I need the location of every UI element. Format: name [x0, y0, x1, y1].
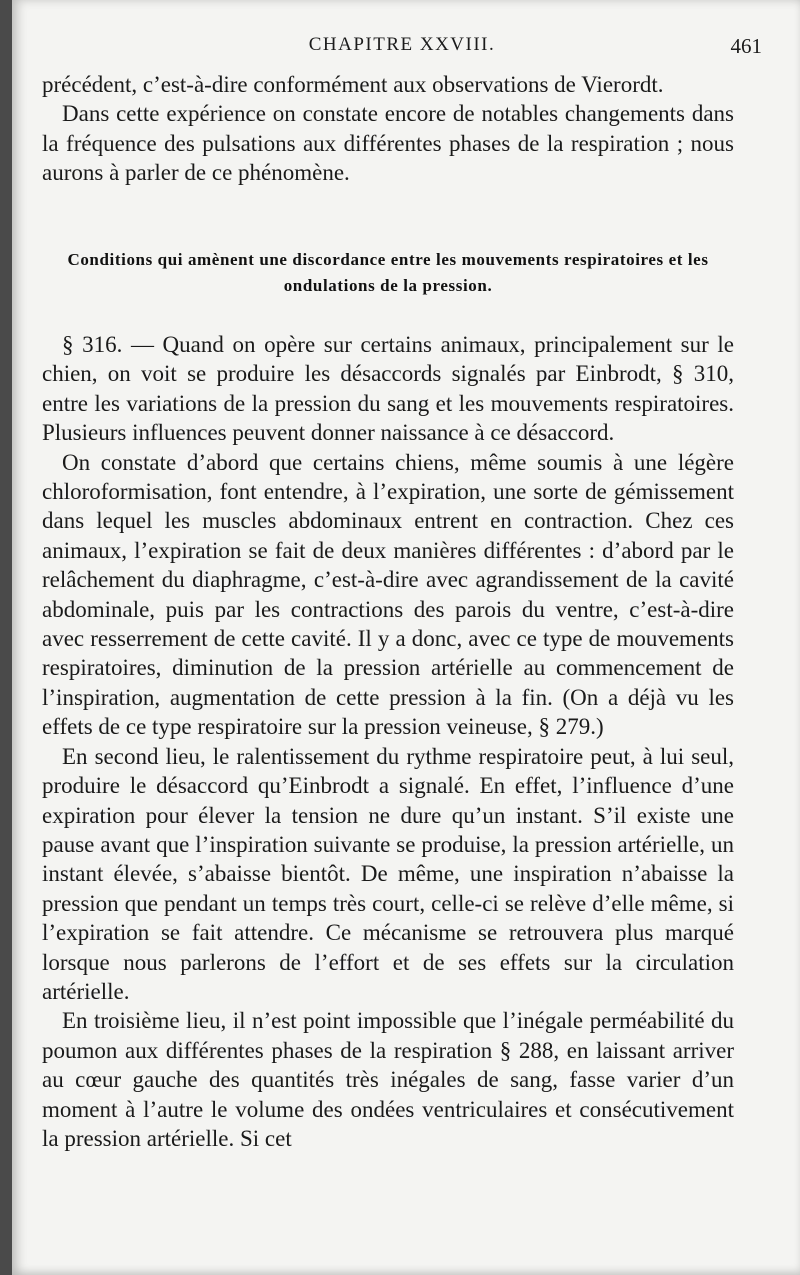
page-number: 461: [730, 34, 762, 58]
paragraph: En troisième lieu, il n’est point impossible que l’inégale perméabilité du poumon aux différentes phases de la respiration § 288, en laissant arriver au cœur gauche des quantités très inégales de sang, fasse varier d’un moment à l’autre le volume des ondées ventriculaires et consécutivement la pression artérielle. Si cet: [42, 1008, 734, 1151]
paragraph: On constate d’abord que certains chiens, même soumis à une légère chloroformisation, font entendre, à l’expiration, une sorte de gémissement dans lequel les muscles abdominaux entrent en contraction. Chez ces animaux, l’expiration se fait de deux manières différentes : d’abord par le relâchement du diaphragme, c’est-à-dire avec agrandissement de la cavité abdominale, puis par les contractions des parois du ventre, c’est-à-dire avec resserrement de cette cavité. Il y a donc, avec ce type de mouvements respiratoires, diminution de la pression artérielle au commencement de l’inspiration, augmentation de cette pression à la fin. (On a déjà vu les effets de ce type respiratoire sur la pression veineuse, § 279.): [42, 449, 734, 740]
paragraph: Dans cette expérience on constate encore de notables changements dans la fréquence des pulsations aux différentes phases de la respiration ; nous aurons à parler de ce phénomène.: [42, 101, 734, 186]
section-title: Conditions qui amènent une discordance entre les mouvements respiratoires et les ondulations de la pression.: [67, 250, 709, 295]
running-header: [42, 34, 762, 60]
book-page: [12, 0, 800, 1275]
paragraph-continuation: précédent, c’est-à-dire conformément aux observations de Vierordt.: [42, 72, 664, 97]
paragraph: En second lieu, le ralentissement du rythme respiratoire peut, à lui seul, produire le désaccord qu’Einbrodt a signalé. En effet, l’influence d’une expiration pour élever la tension ne dure qu’un instant. S’il existe une pause avant que l’inspiration suivante se produise, la pression artérielle, un instant élevée, s’abaisse bientôt. De même, une inspiration n’abaisse la pression que pendant un temps très court, celle-ci se relève d’elle même, si l’expiration se fait attendre. Ce mécanisme se retrouvera plus marqué lorsque nous parlerons de l’effort et de ses effets sur la circulation artérielle.: [42, 743, 734, 1004]
text-block-main: [42, 330, 734, 1153]
text-block-top: [42, 70, 734, 188]
paragraph-316: § 316. — Quand on opère sur certains animaux, principalement sur le chien, on voit se produire les désaccords signalés par Einbrodt, § 310, entre les variations de la pression du sang et les mouvements respiratoires. Plusieurs influences peuvent donner naissance à ce désaccord.: [42, 332, 734, 446]
chapter-heading: CHAPITRE XXVIII.: [308, 34, 496, 55]
